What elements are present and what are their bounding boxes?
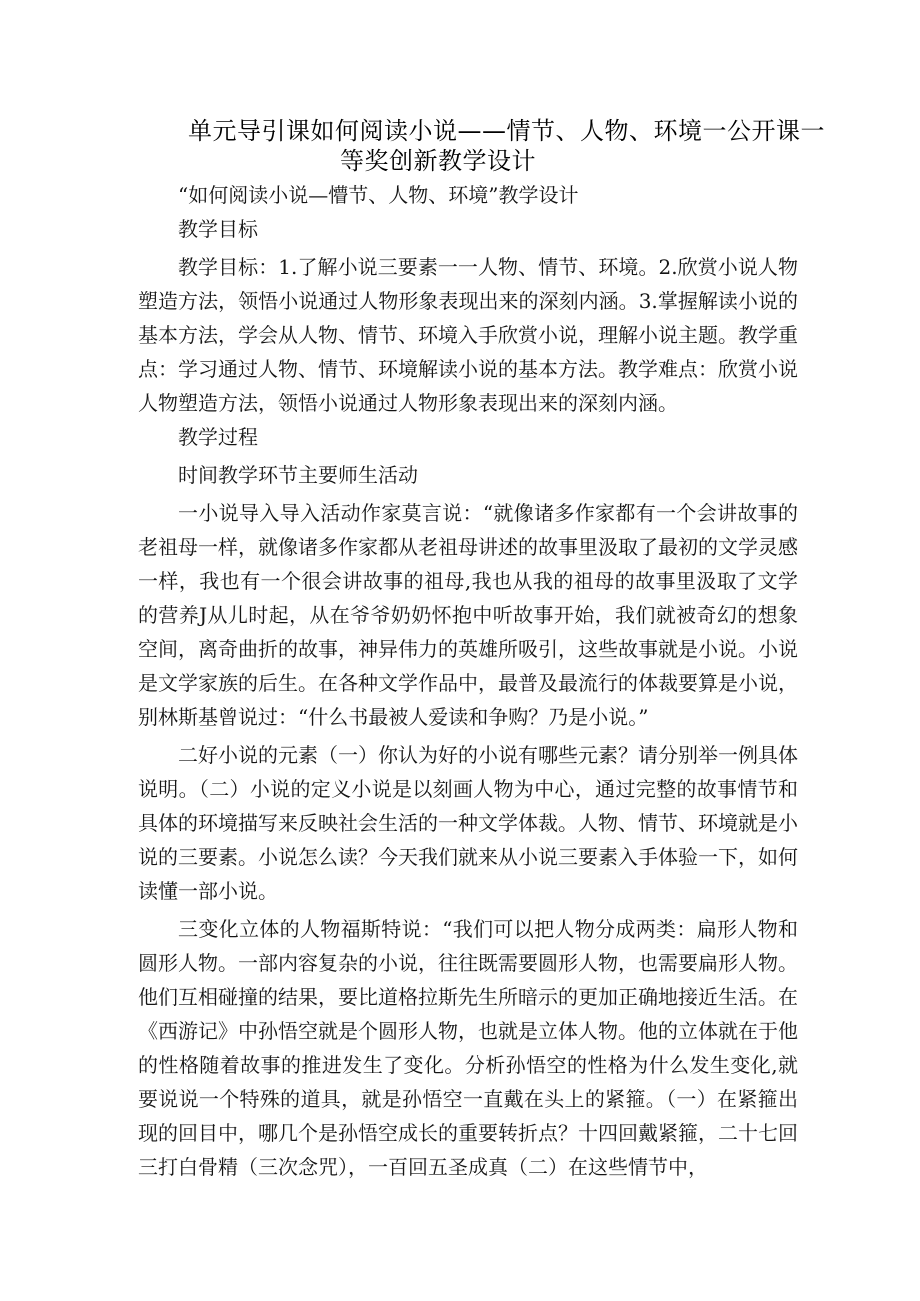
document-body <box>138 178 798 1184</box>
goals-heading: 教学目标 <box>178 217 258 241</box>
goals-paragraph: 教学目标：1.了解小说三要素一一人物、情节、环境。2.欣赏小说人物塑造方法，领悟小说通过人物形象表现出来的深刻内涵。3.掌握解读小说的基本方法，学会从人物、情节、环境入手欣赏小说，理解小说主题。教学重点：学习通过人物、情节、环境解读小说的基本方法。教学难点：欣赏小说人物塑造方法，领悟小说通过人物形象表现出来的深刻内涵。 <box>138 255 798 415</box>
document-title <box>140 116 825 176</box>
process-columns: 时间教学环节主要师生活动 <box>178 463 418 487</box>
step1-paragraph: 一小说导入导入活动作家莫言说：“就像诸多作家都有一个会讲故事的老祖母一样，就像诸多作家都从老祖母讲述的故事里汲取了最初的文学灵感一样，我也有一个很会讲故事的祖母,我也从我的祖母的故事里汲取了文学的营养J从儿时起，从在爷爷奶奶怀抱中听故事开始，我们就被奇幻的想象空间，离奇曲折的故事，神异伟力的英雄所吸引，这些故事就是小说。小说是文学家族的后生。在各种文学作品中，最普及最流行的体裁要算是小说，别林斯基曾说过：“什么书最被人爱读和争购？乃是小说。” <box>138 501 798 729</box>
subtitle: “如何阅读小说—懵节、人物、环境”教学设计 <box>178 183 579 207</box>
step2-paragraph: 二好小说的元素（一）你认为好的小说有哪些元素？请分别举一例具体说明。（二）小说的定义小说是以刻画人物为中心，通过完整的故事情节和具体的环境描写来反映社会生活的一种文学体裁。人物、情节、环境就是小说的三要素。小说怎么读？今天我们就来从小说三要素入手体验一下，如何读懂一部小说。 <box>138 743 798 903</box>
process-heading: 教学过程 <box>178 425 258 449</box>
title-line-1: 单元导引课如何阅读小说——情节、人物、环境一公开课一 <box>188 117 825 145</box>
step3-paragraph: 三变化立体的人物福斯特说：“我们可以把人物分成两类：扁形人物和圆形人物。一部内容复杂的小说，往往既需要圆形人物，也需要扁形人物。他们互相碰撞的结果，要比道格拉斯先生所暗示的更加正确地接近生活。在《西游记》中孙悟空就是个圆形人物，也就是立体人物。他的立体就在于他的性格随着故事的推进发生了变化。分析孙悟空的性格为什么发生变化,就要说说一个特殊的道具，就是孙悟空一直戴在头上的紧箍。（一）在紧箍出现的回目中，哪几个是孙悟空成长的重要转折点？十四回戴紧箍，二十七回三打白骨精（三次念咒），一百回五圣成真（二）在这些情节中， <box>138 917 798 1179</box>
title-line-2: 等奖创新教学设计 <box>340 147 536 175</box>
